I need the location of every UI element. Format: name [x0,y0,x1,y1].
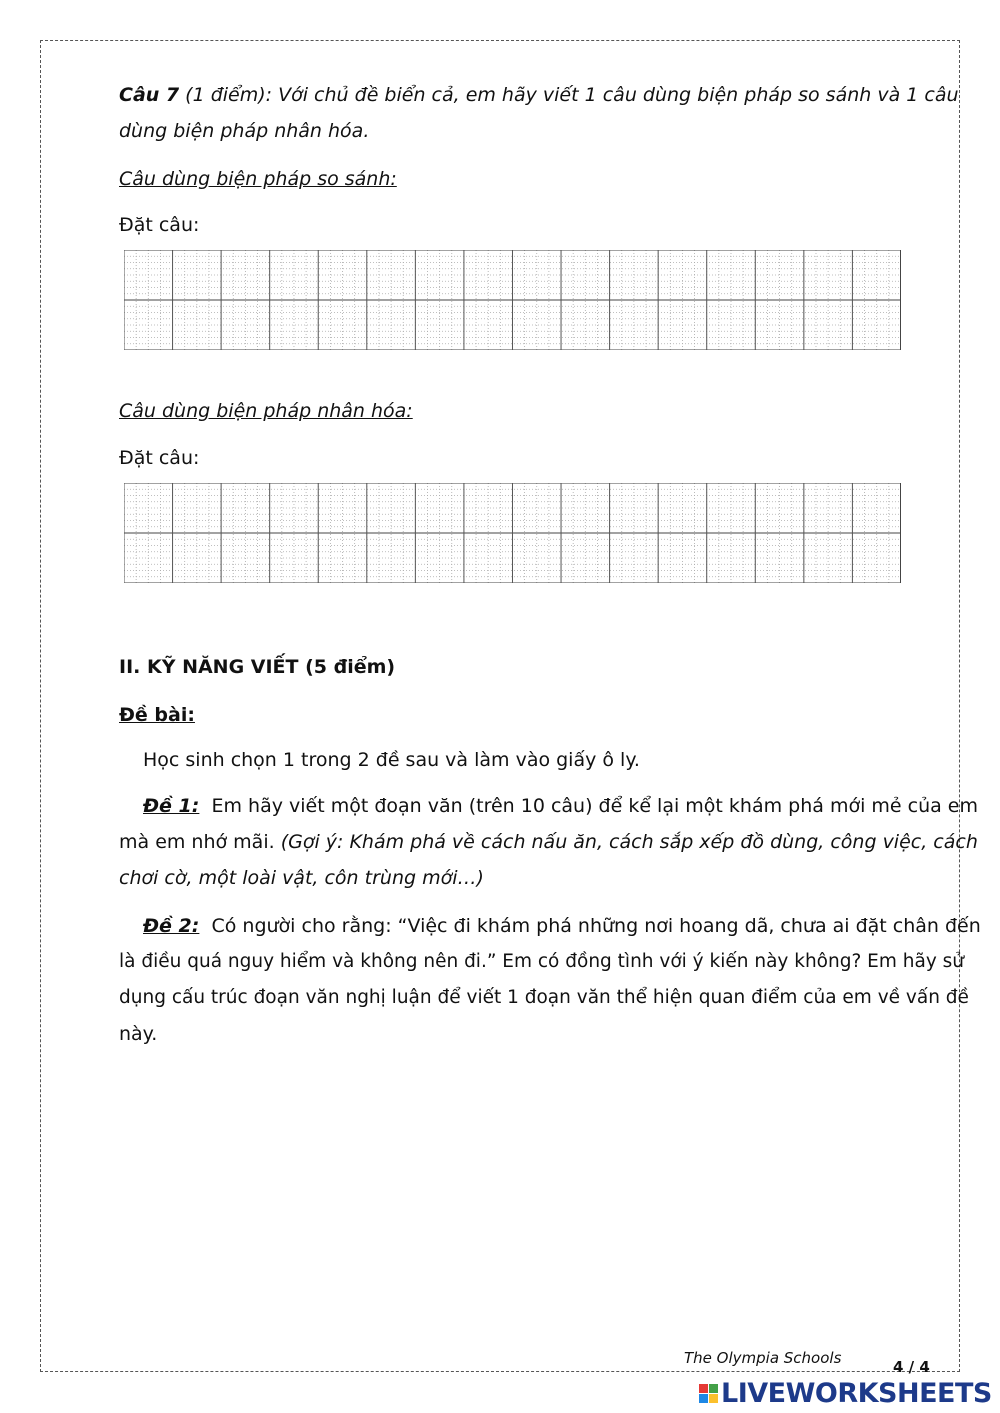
section2-title: II. KỸ NĂNG VIẾT (5 điểm) [119,656,396,678]
q7-prompt [119,77,959,149]
de2-block [119,908,981,1052]
q7-label: Câu 7 [119,84,180,106]
q7-prompt-line1: Với chủ đề biển cả, em hãy viết 1 câu dùng biện pháp so sánh và 1 câu [272,84,959,106]
de1-line3: chơi cờ, một loài vật, côn trùng mới…) [119,867,484,889]
logo-square-blue [699,1394,708,1403]
logo-square-green [709,1384,718,1393]
liveworksheets-icon [699,1384,718,1403]
logo-square-yellow [709,1394,718,1403]
de2-line2: là điều quá nguy hiểm và không nên đi.” Em có đồng tình với ý kiến này không? Em hãy sử [119,951,965,972]
comparison-heading: Câu dùng biện pháp so sánh: [119,168,397,190]
de-bai-heading: Đề bài: [119,704,195,726]
de1-hint: (Gợi ý: Khám phá về cách nấu ăn, cách sắp xếp đồ dùng, công việc, cách [280,831,978,853]
liveworksheets-logo [699,1378,992,1409]
personification-sentence-label: Đặt câu: [119,447,200,469]
personification-heading: Câu dùng biện pháp nhân hóa: [119,400,413,422]
instruction-text: Học sinh chọn 1 trong 2 đề sau và làm vào giấy ô ly. [143,749,640,771]
de2-line1: Có người cho rằng: “Việc đi khám phá những nơi hoang dã, chưa ai đặt chân đến [211,915,981,937]
comparison-writing-grid[interactable] [124,250,901,350]
de2-label: Đề 2: [143,915,200,937]
de2-line4: này. [119,1023,158,1045]
liveworksheets-brand: LIVEWORKSHEETS [721,1378,992,1409]
footer-school-name: The Olympia Schools [684,1349,842,1367]
footer-page-number: 4 / 4 [893,1358,930,1376]
q7-prompt-line2: dùng biện pháp nhân hóa. [119,120,370,142]
de1-line2-a: mà em nhớ mãi. [119,831,281,853]
q7-points: (1 điểm): [179,84,273,106]
de1-line1: Em hãy viết một đoạn văn (trên 10 câu) để kể lại một khám phá mới mẻ của em [211,795,978,817]
comparison-sentence-label: Đặt câu: [119,214,200,236]
de1-label: Đề 1: [143,795,200,817]
de1-block [119,788,978,896]
de2-line3: dụng cấu trúc đoạn văn nghị luận để viết 1 đoạn văn thể hiện quan điểm của em về vấn đề [119,987,969,1008]
logo-square-red [699,1384,708,1393]
personification-writing-grid[interactable] [124,483,901,583]
